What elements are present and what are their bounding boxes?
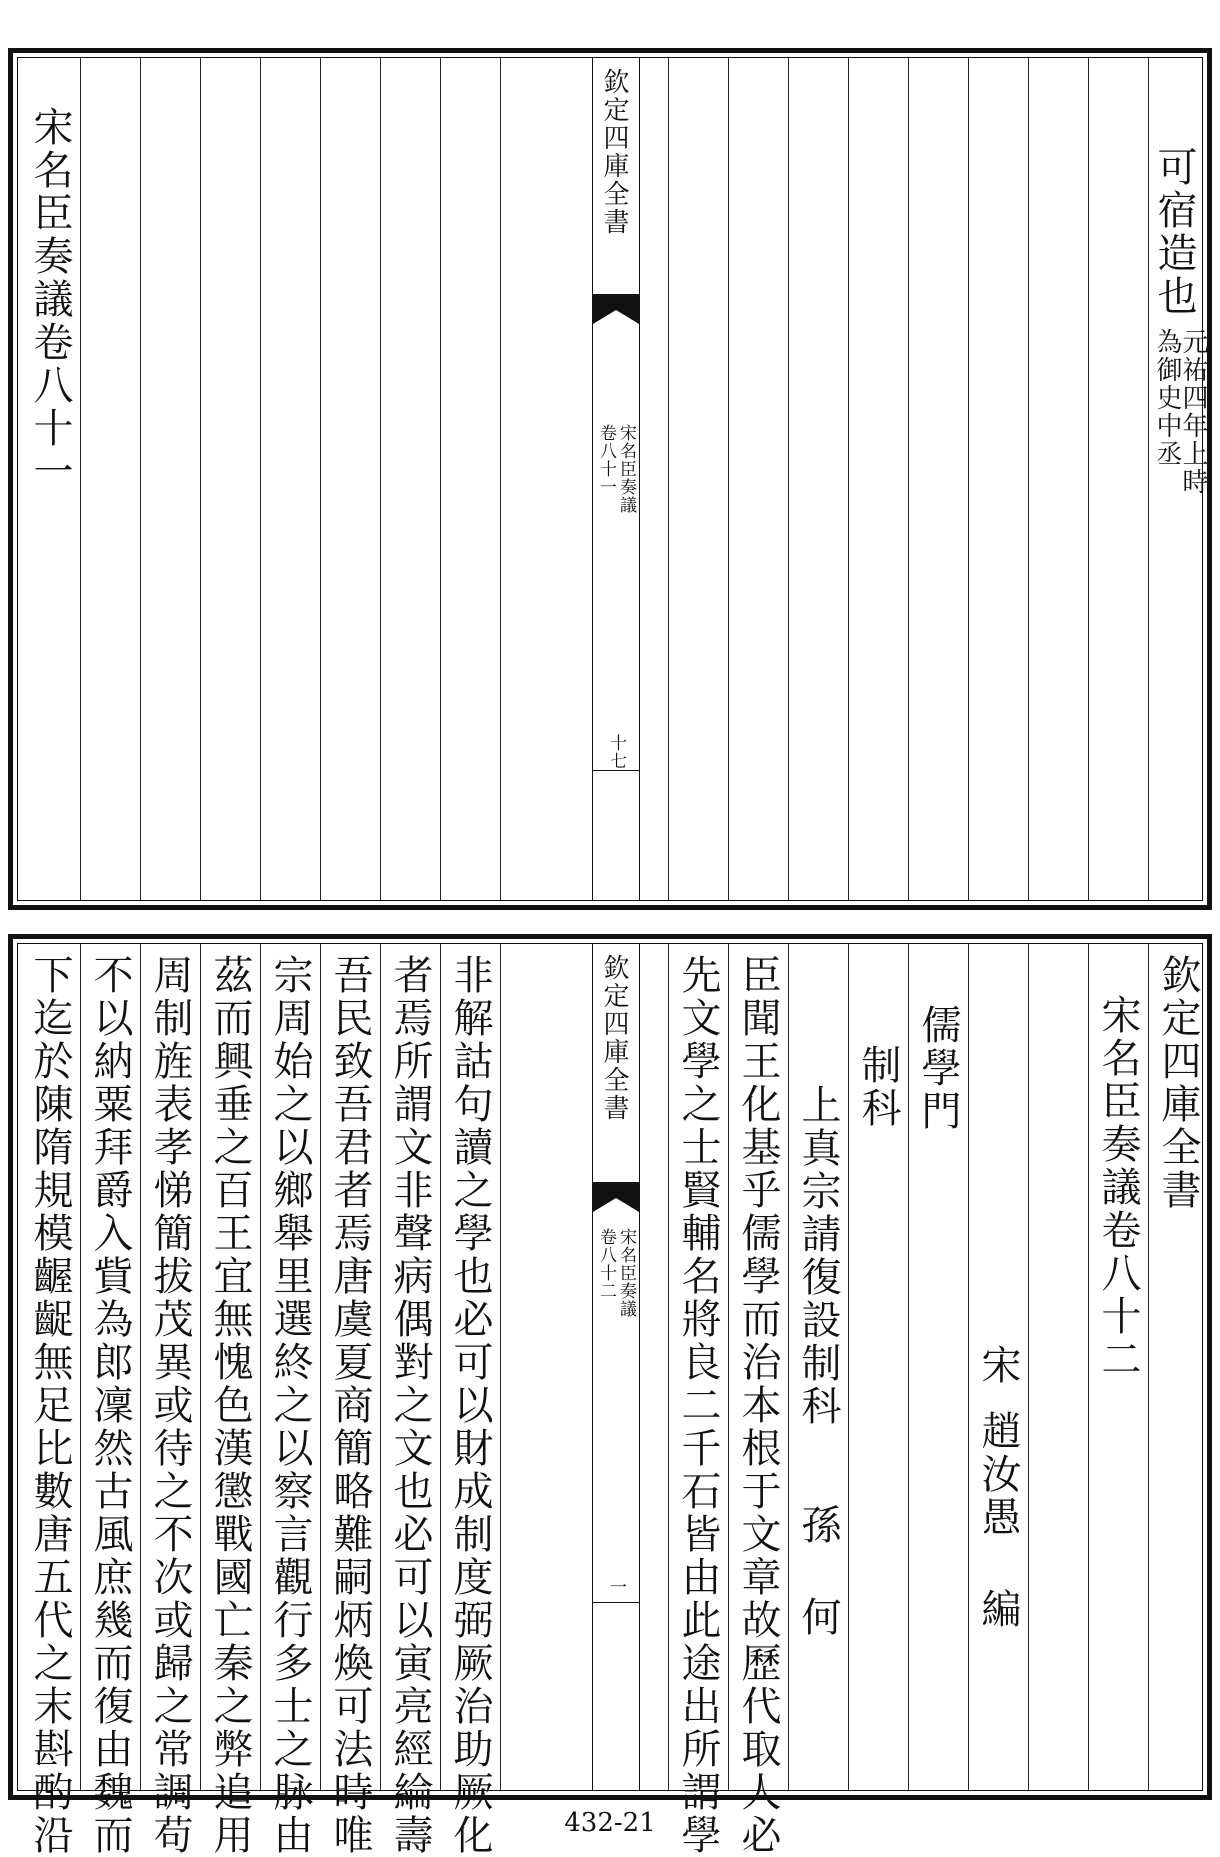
column-rule: [908, 58, 909, 900]
column-rule: [1028, 58, 1029, 900]
column-rule: [728, 58, 729, 900]
column-rule: [1088, 58, 1089, 900]
column-rule: [1028, 944, 1029, 1790]
body-line: 宗周始之以鄉舉里選終之以察言觀行多士之脉由: [267, 954, 313, 1857]
column-rule: [1148, 58, 1149, 900]
body-line: 下迄於陳隋規模齷齪無足比數唐五代之末斟酌沿: [27, 954, 73, 1857]
column-rule: [80, 944, 81, 1790]
upper-page: [8, 48, 1212, 910]
fold-header: 欽定四庫全書: [599, 68, 629, 236]
fold-volume: 卷八十一: [596, 424, 616, 496]
column-rule: [500, 58, 501, 900]
column-rule: [140, 944, 141, 1790]
column-rule: [968, 58, 969, 900]
column-rule: [728, 944, 729, 1790]
subsection-title: 制科: [855, 1044, 901, 1130]
volume-end-title: 宋名臣奏議卷八十一: [27, 106, 73, 493]
column-rule: [668, 944, 669, 1790]
upper-page-frame: [17, 57, 1208, 901]
column-rule: [440, 58, 441, 900]
page-number: 432-21: [564, 1808, 656, 1838]
fold-book-title: 宋名臣奏議: [616, 1228, 636, 1318]
column-rule: [200, 58, 201, 900]
column-rule: [380, 58, 381, 900]
compiler-dynasty: 宋: [975, 1344, 1021, 1387]
text-main-line: 可宿造也: [1151, 146, 1197, 318]
note-line-1: 元祐四年上時: [1178, 328, 1208, 496]
column-rule: [968, 944, 969, 1790]
body-line: 不以納粟拜爵入貲為郎凜然古風庶幾而復由魏而: [87, 954, 133, 1857]
column-rule: [320, 944, 321, 1790]
body-line: 茲而興垂之百王宜無愧色漢懲戰國亡秦之弊追用: [207, 954, 253, 1857]
fold-bottom-line: [593, 770, 639, 771]
compiler-name: 趙汝愚 編: [975, 1410, 1021, 1631]
author-name: 孫 何: [795, 1504, 841, 1639]
body-line: 先文學之士賢輔名將良二千石皆由此途出所謂學: [675, 954, 721, 1857]
column-rule: [788, 58, 789, 900]
memorial-title: 上真宗請復設制科: [795, 1084, 841, 1428]
column-rule: [260, 944, 261, 1790]
column-rule: [848, 944, 849, 1790]
fishtail-mark-icon: [593, 1182, 639, 1216]
column-rule: [500, 944, 501, 1790]
body-line: 非解詁句讀之學也必可以財成制度弼厥治助厥化: [447, 954, 493, 1857]
column-rule: [1148, 944, 1149, 1790]
fold-bottom-line: [593, 1602, 639, 1603]
fold-header: 欽定四庫全書: [599, 954, 629, 1122]
body-line: 者焉所謂文非聲病偶對之文也必可以寅亮經綸壽: [387, 954, 433, 1857]
section-title: 儒學門: [915, 1004, 961, 1133]
column-rule: [788, 944, 789, 1790]
column-rule: [668, 58, 669, 900]
center-fold: [592, 58, 640, 900]
book-title: 宋名臣奏議卷八十二: [1095, 994, 1141, 1381]
column-rule: [80, 58, 81, 900]
column-rule: [260, 58, 261, 900]
column-rule: [1088, 944, 1089, 1790]
fold-volume: 卷八十二: [596, 1228, 616, 1300]
body-line: 周制旌表孝悌簡拔茂異或待之不次或歸之常調苟: [147, 954, 193, 1857]
center-fold: [592, 944, 640, 1790]
body-line: 吾民致吾君者焉唐虞夏商簡略難嗣炳煥可法時唯: [327, 954, 373, 1857]
column-rule: [320, 58, 321, 900]
column-rule: [140, 58, 141, 900]
column-rule: [380, 944, 381, 1790]
fold-leaf-number: 一: [606, 1578, 626, 1596]
page-header: 欽定四庫全書: [1155, 954, 1201, 1212]
fold-book-title: 宋名臣奏議: [616, 424, 636, 514]
fold-leaf-number: 十七: [606, 734, 626, 770]
fishtail-mark-icon: [593, 294, 639, 328]
column-rule: [848, 58, 849, 900]
column-rule: [908, 944, 909, 1790]
column-rule: [440, 944, 441, 1790]
note-line-2: 為御史中丞: [1152, 328, 1182, 468]
column-rule: [200, 944, 201, 1790]
body-line: 臣聞王化基乎儒學而治本根于文章故歷代取人必: [735, 954, 781, 1857]
